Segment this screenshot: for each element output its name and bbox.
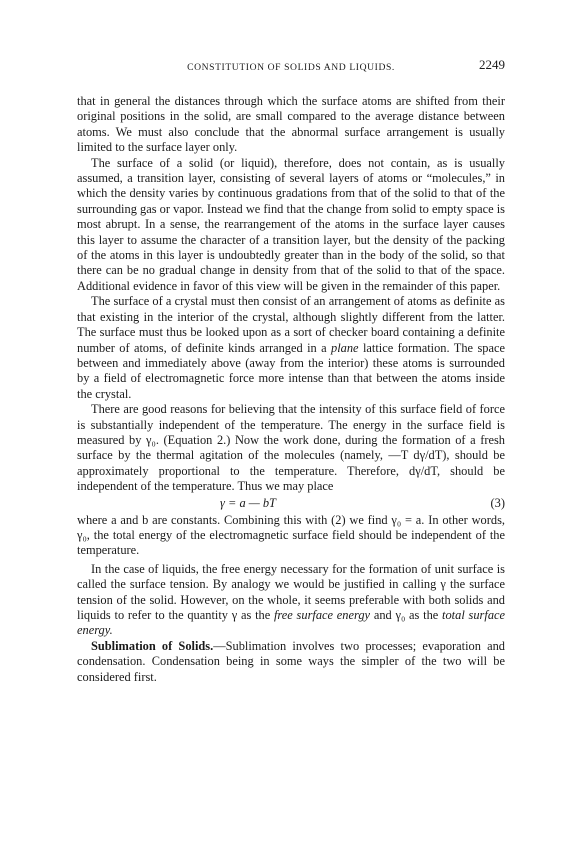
paragraph-1: that in general the distances through which the surface atoms are shifted from their original positions in the solid, are small compared to the average distance between atoms. We must also conclude that the abnormal surface arrangement is usually limited to the surface layer only. [77,94,505,155]
equation-text: γ = a — bT [220,495,276,510]
paragraph-6-emphasis-2: total surface energy. [77,608,506,638]
equation-number: (3) [490,495,505,510]
paragraph-2: The surface of a solid (or liquid), therefore, does not contain, as is usually assumed, a transition layer, consisting of several layers of atoms or “molecules,” in which the density varies by continuous gradations from that of the solid to that of the surrounding gas or vapor. Instead we find that the change from solid to empty space is most abrupt. In a sense, the rearrangement of the atoms in the surface layer causes this layer to assume the character of a transition layer, but the density of the packing of the atoms in this layer is undoubtedly greater than in the body of the solid, so that there can be no gradual change in density from that of the solid to that of the space. Additional evidence in favor of this view will be given in the remainder of this paper. [77,155,505,293]
equation-3 [77,496,505,512]
paragraph-7-body: —Sublimation involves two processes; evaporation and condensation. Condensation being in some ways the simpler of the two will be considered first. [77,638,505,684]
page-number: 2249 [479,57,505,72]
paragraph-3-text-b: lattice formation. The space between and immediately above (away from the interior) these atoms is surrounded by a field of electromagnetic force more intense than that between the atoms inside the crystal. [77,340,505,401]
paragraph-5: where a and b are constants. Combining this with (2) we find γ₀ = a. In other words, γ₀, the total energy of the electromagnetic surface field should be independent of the temperature. [77,512,505,558]
paragraph-4: There are good reasons for believing that the intensity of this surface field of force is substantially independent of the temperature. The energy in the surface field is measured by γ₀. (Equation 2.) Now the work done, during the formation of a fresh surface by the thermal agitation of the molecules (namely, —T dγ/dT), should be approximately proportional to the temperature. Therefore, dγ/dT, should be independent of the temperature. Thus we may place [77,402,505,494]
page-header [77,56,505,76]
paragraph-6-text-a: In the case of liquids, the free energy necessary for the formation of unit surface is called the surface tension. By analogy we would be justified in calling γ the surface tension of the solid. However, on the whole, it seems preferable with both solids and liquids to refer to the quantity γ as the [77,561,505,622]
paragraph-3 [77,294,505,402]
paragraph-6 [77,562,505,639]
running-head: CONSTITUTION OF SOLIDS AND LIQUIDS. [187,62,395,73]
paragraph-6-text-b: and γ₀ as the [370,608,443,622]
page [77,56,505,685]
paragraph-3-emphasis: plane [331,340,359,355]
section-heading: Sublimation of Solids. [91,638,214,653]
paragraph-6-emphasis-1: free surface energy [273,608,371,622]
paragraph-3-text-a: The surface of a crystal must then consist of an arrangement of atoms as definite as that existing in the interior of the crystal, although slightly different from the latter. The surface must thus be looked upon as a sort of checker board containing a definite number of atoms, of definite kinds arranged in a [77,294,505,355]
paragraph-7 [77,639,505,685]
